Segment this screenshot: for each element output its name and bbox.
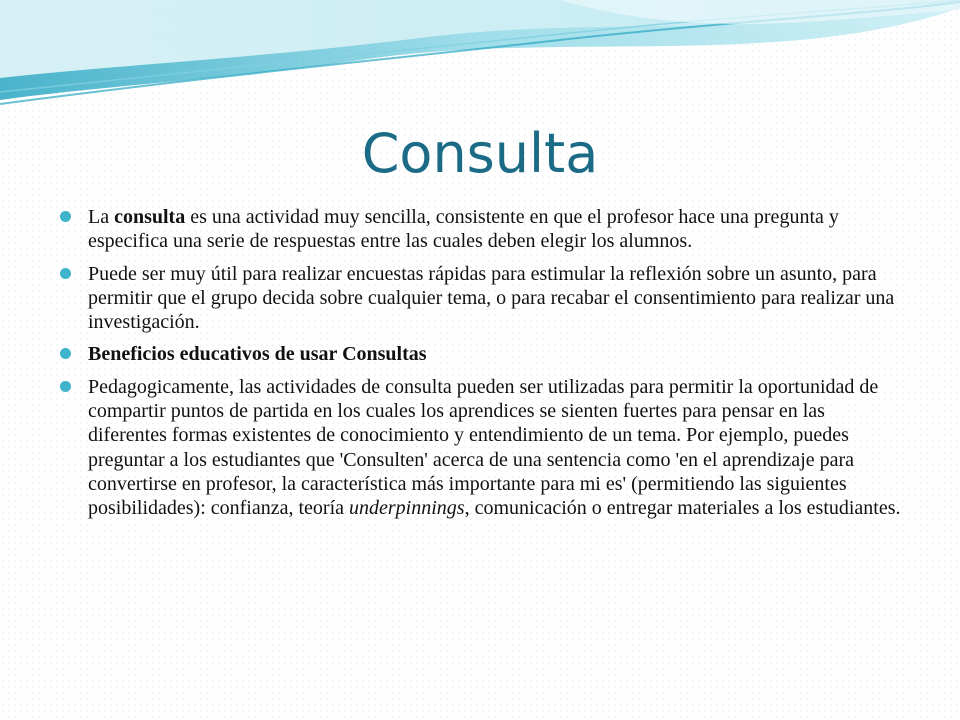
bullet-dot-icon [60, 268, 71, 279]
bullet-heading: Beneficios educativos de usar Consultas [88, 343, 427, 366]
bullet-text: Puede ser muy útil para realizar encuestas rápidas para estimular la reflexión sobre un asunto, para permitir que el grupo decida sobre cualquier tema, o para recabar el consentimiento para realizar una investigación. [88, 262, 895, 334]
bullet-italic-term: underpinnings [349, 497, 465, 520]
header-wave-decoration [0, 0, 960, 120]
bullet-term-consulta: consulta [114, 206, 186, 228]
bullet-text: Pedagogicamente, las actividades de consulta pueden ser utilizadas para permitir la oportunidad de compartir puntos de partida en los cuales los aprendices se sienten fuertes para pensar en las diferentes formas existentes de conocimiento y entendimiento de un tema. Por ejemplo, puedes preguntar a los estudiantes que 'Consulten' acerca de una sentencia como 'en el aprendizaje para convertirse en profesor, la característica más importante para mi es' (permitiendo las siguientes posibilidades): confianza, teoría [88, 375, 879, 520]
bullet-dot-icon [60, 381, 71, 392]
bullet-text-intro: La [88, 206, 115, 228]
bullet-item [58, 375, 908, 521]
bullet-dot-icon [60, 348, 71, 359]
bullet-item [58, 205, 908, 254]
bullet-list [58, 205, 908, 529]
bullet-item [58, 342, 908, 366]
bullet-text-tail: , comunicación o entregar materiales a los estudiantes. [464, 497, 901, 520]
bullet-text-rest: es una actividad muy sencilla, consistente en que el profesor hace una pregunta y especifica una serie de respuestas entre las cuales deben elegir los alumnos. [88, 206, 839, 253]
slide-title: Consulta [361, 122, 599, 185]
bullet-item [58, 262, 908, 335]
bullet-dot-icon [60, 211, 71, 222]
